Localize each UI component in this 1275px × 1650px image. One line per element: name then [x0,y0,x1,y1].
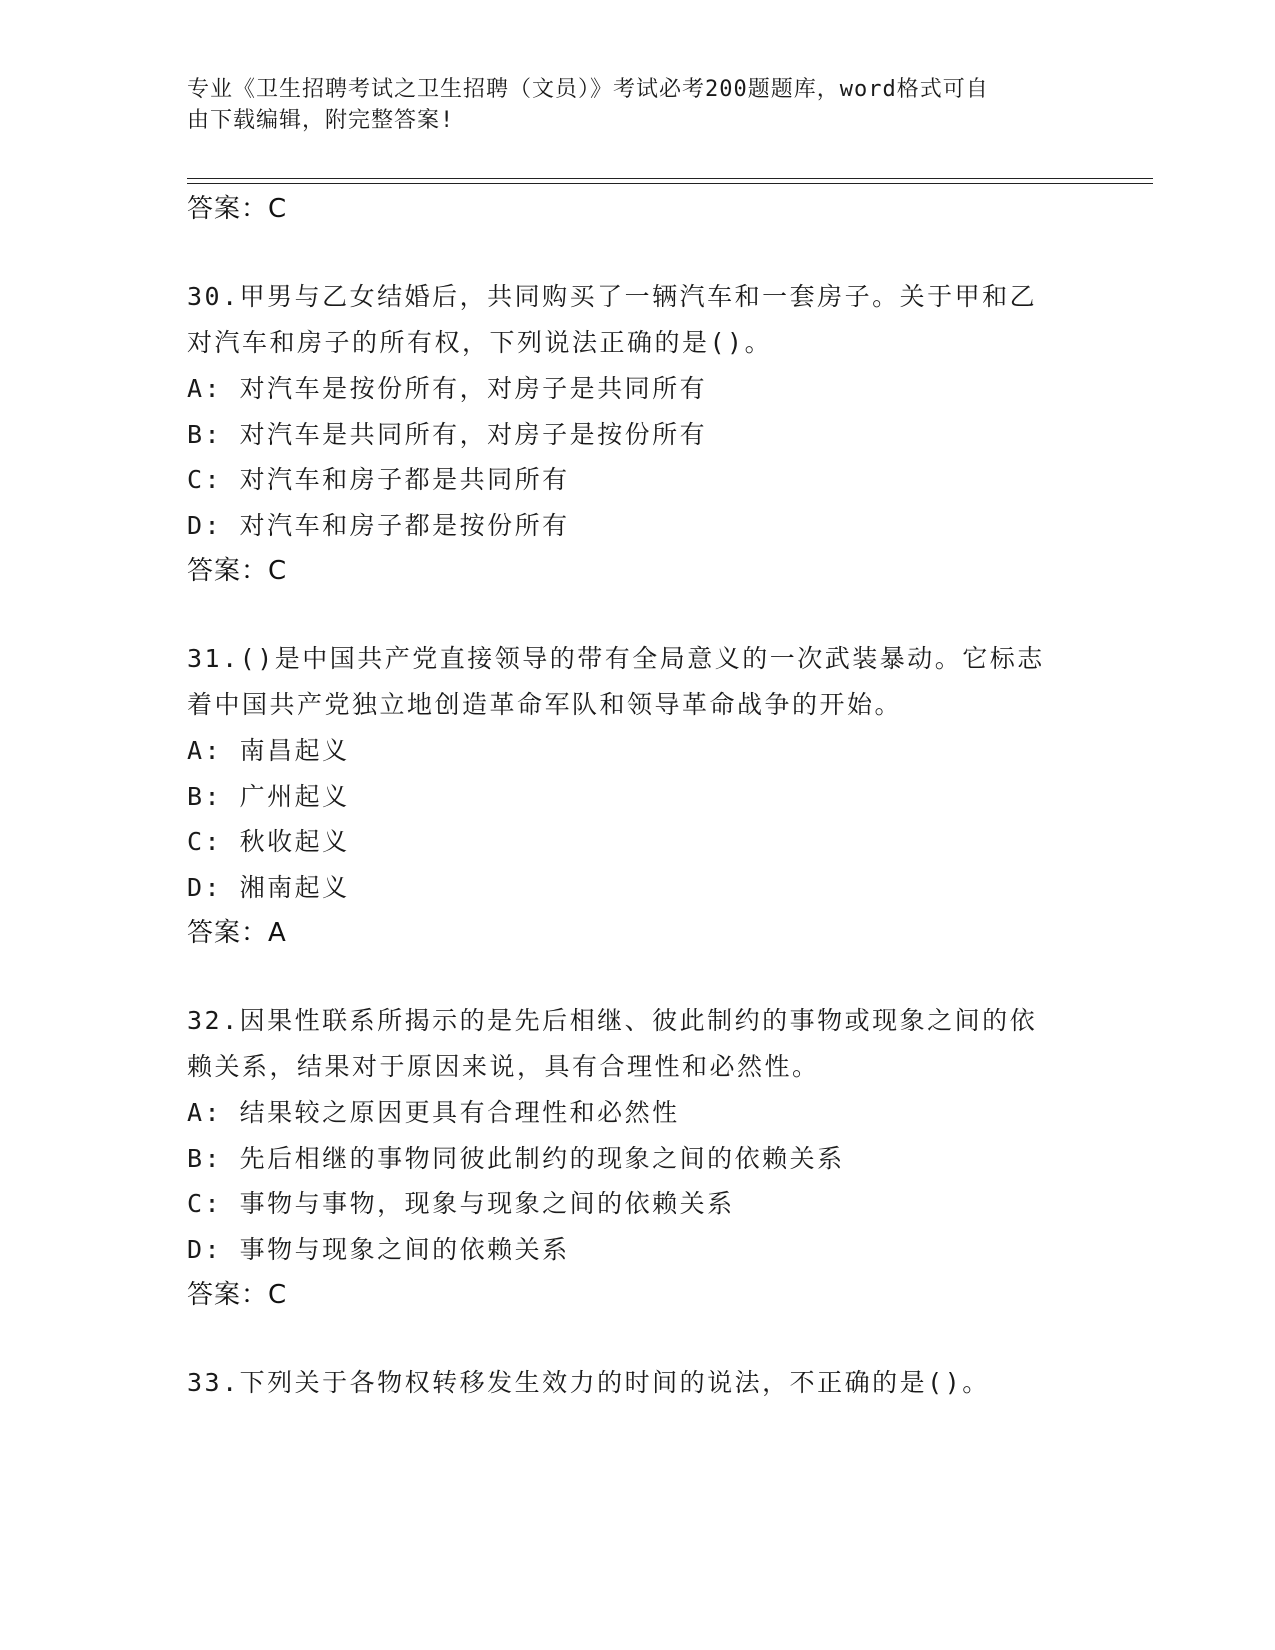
header-line-1: 专业《卫生招聘考试之卫生招聘（文员）》考试必考200题题库，word格式可自 [187,77,989,102]
question-text-line: 32.因果性联系所揭示的是先后相继、彼此制约的事物或现象之间的依 [187,1006,1038,1035]
spacer [187,594,1087,636]
answer-line: 答案：C [187,194,288,224]
question-31 [187,636,1087,956]
answer-line: 答案：C [187,556,288,586]
option-c: C: 对汽车和房子都是共同所有 [187,465,570,494]
spacer [187,232,1087,274]
option-c: C: 事物与事物，现象与现象之间的依赖关系 [187,1189,735,1218]
spacer [187,1318,1087,1360]
document-body [187,186,1087,1406]
spacer [187,956,1087,998]
header-divider-top [187,178,1153,179]
answer-line: 答案：A [187,918,287,948]
option-d: D: 湘南起义 [187,872,350,902]
option-b: B: 广州起义 [187,781,350,811]
header-divider-bottom [187,183,1153,184]
option-d: D: 事物与现象之间的依赖关系 [187,1234,570,1264]
question-30 [187,274,1087,594]
option-b: B: 先后相继的事物同彼此制约的现象之间的依赖关系 [187,1143,845,1173]
question-text-line: 赖关系，结果对于原因来说，具有合理性和必然性。 [187,1052,820,1081]
question-text-line: 33.下列关于各物权转移发生效力的时间的说法，不正确的是()。 [187,1368,990,1397]
answer-line: 答案：C [187,1280,288,1310]
question-33 [187,1360,1087,1406]
question-text-line: 30.甲男与乙女结婚后，共同购买了一辆汽车和一套房子。关于甲和乙 [187,282,1038,311]
option-a: A: 对汽车是按份所有，对房子是共同所有 [187,374,708,403]
question-text-line: 31.()是中国共产党直接领导的带有全局意义的一次武装暴动。它标志 [187,644,1045,673]
document-header [187,74,1067,136]
header-line-2: 由下载编辑，附完整答案! [187,108,455,133]
question-text-line: 对汽车和房子的所有权，下列说法正确的是()。 [187,328,773,357]
option-d: D: 对汽车和房子都是按份所有 [187,510,570,540]
option-c: C: 秋收起义 [187,827,350,856]
question-text-line: 着中国共产党独立地创造革命军队和领导革命战争的开始。 [187,690,903,719]
question-32 [187,998,1087,1318]
option-a: A: 结果较之原因更具有合理性和必然性 [187,1098,680,1127]
option-a: A: 南昌起义 [187,736,350,765]
option-b: B: 对汽车是共同所有，对房子是按份所有 [187,419,708,449]
